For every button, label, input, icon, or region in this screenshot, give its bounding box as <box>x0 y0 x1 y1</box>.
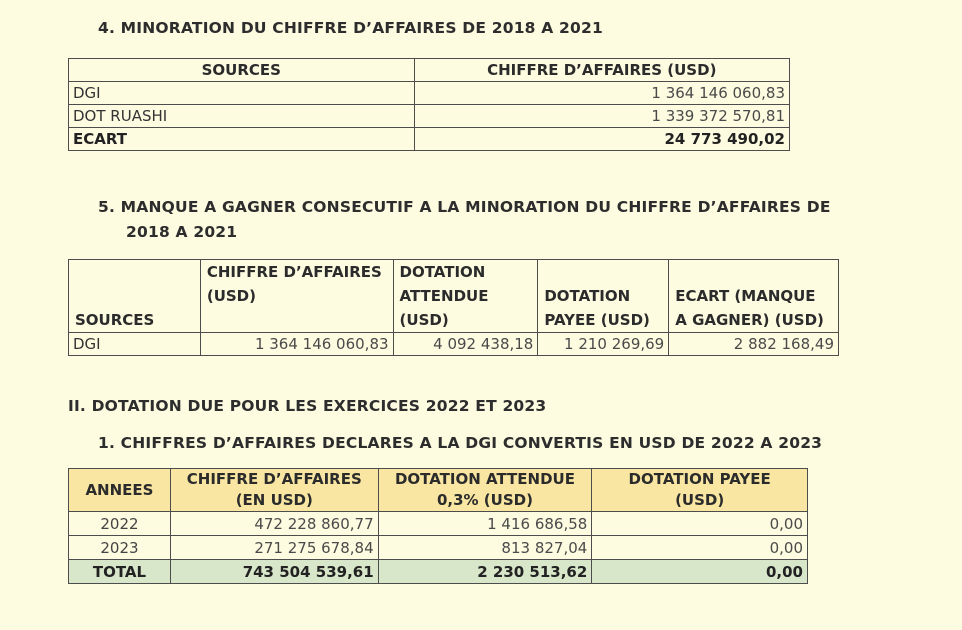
ecart-label: ECART <box>69 128 415 151</box>
header-dotation-attendue: DOTATION ATTENDUE (USD) <box>393 260 538 333</box>
chiffres-affaires-2022-2023-table <box>68 468 808 584</box>
minoration-table <box>68 58 790 151</box>
total-attendue: 2 230 513,62 <box>378 560 592 584</box>
header-annees: ANNEES <box>69 469 171 512</box>
header-ecart: ECART (MANQUE A GAGNER) (USD) <box>669 260 839 333</box>
row-annee: 2022 <box>69 512 171 536</box>
header-sources: SOURCES <box>69 59 415 82</box>
header-ca-line1: CHIFFRE D’AFFAIRES <box>186 470 362 488</box>
header-payee-line1: DOTATION PAYEE <box>628 470 771 488</box>
section-4-title: 4. MINORATION DU CHIFFRE D’AFFAIRES DE 2018 A 2021 <box>98 19 603 37</box>
table-row <box>69 536 808 560</box>
header-attendue-line2: 0,3% (USD) <box>436 491 533 509</box>
header-payee-line2: (USD) <box>675 491 725 509</box>
row-attendue: 1 416 686,58 <box>378 512 592 536</box>
manque-a-gagner-table <box>68 259 839 356</box>
header-sources: SOURCES <box>69 260 201 333</box>
row-value: 1 339 372 570,81 <box>414 105 790 128</box>
header-attendue-line1: DOTATION ATTENDUE <box>394 470 575 488</box>
table-header-row <box>69 260 839 333</box>
row-attendue: 4 092 438,18 <box>393 333 538 356</box>
section-5-title-line1: 5. MANQUE A GAGNER CONSECUTIF A LA MINORATION DU CHIFFRE D’AFFAIRES DE <box>98 198 831 216</box>
header-ca-line2: (EN USD) <box>235 491 313 509</box>
total-row <box>69 560 808 584</box>
table-row <box>69 512 808 536</box>
row-source: DOT RUASHI <box>69 105 415 128</box>
header-dotation-payee: DOTATION PAYEE (USD) <box>538 260 669 333</box>
section-II-title: II. DOTATION DUE POUR LES EXERCICES 2022 ET 2023 <box>68 397 547 415</box>
row-payee: 0,00 <box>592 512 808 536</box>
table-row <box>69 82 790 105</box>
ecart-row <box>69 128 790 151</box>
row-attendue: 813 827,04 <box>378 536 592 560</box>
ecart-value: 24 773 490,02 <box>414 128 790 151</box>
total-label: TOTAL <box>69 560 171 584</box>
section-5-title-line2: 2018 A 2021 <box>126 223 238 241</box>
total-payee: 0,00 <box>592 560 808 584</box>
row-ca: 1 364 146 060,83 <box>200 333 393 356</box>
header-dotation-payee <box>592 469 808 512</box>
table-row <box>69 105 790 128</box>
row-ca: 271 275 678,84 <box>170 536 378 560</box>
row-ecart: 2 882 168,49 <box>669 333 839 356</box>
header-chiffre-affaires <box>170 469 378 512</box>
table-header-row <box>69 469 808 512</box>
row-ca: 472 228 860,77 <box>170 512 378 536</box>
row-payee: 1 210 269,69 <box>538 333 669 356</box>
row-payee: 0,00 <box>592 536 808 560</box>
row-source: DGI <box>69 82 415 105</box>
table-row <box>69 333 839 356</box>
row-source: DGI <box>69 333 201 356</box>
row-value: 1 364 146 060,83 <box>414 82 790 105</box>
header-chiffre-affaires: CHIFFRE D’AFFAIRES (USD) <box>414 59 790 82</box>
row-annee: 2023 <box>69 536 171 560</box>
header-dotation-attendue <box>378 469 592 512</box>
header-chiffre-affaires: CHIFFRE D’AFFAIRES (USD) <box>200 260 393 333</box>
section-1-title: 1. CHIFFRES D’AFFAIRES DECLARES A LA DGI CONVERTIS EN USD DE 2022 A 2023 <box>98 434 823 452</box>
table-header-row <box>69 59 790 82</box>
total-ca: 743 504 539,61 <box>170 560 378 584</box>
